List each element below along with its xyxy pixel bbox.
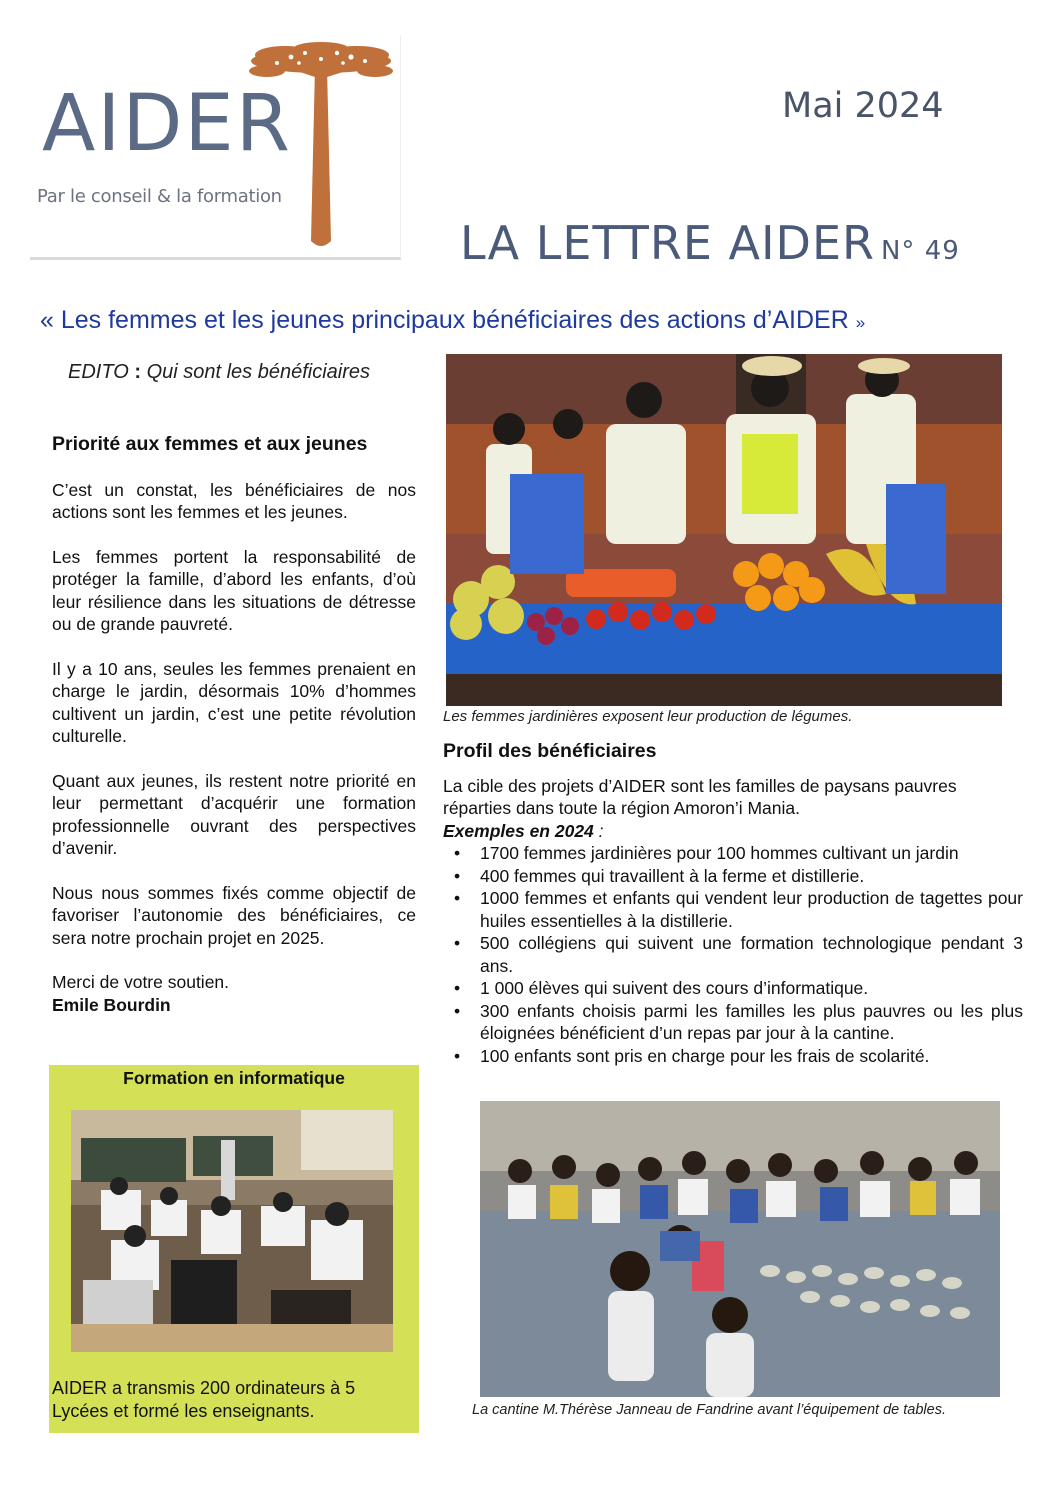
issue-number: N° 49	[880, 236, 960, 266]
headline-text: Les femmes et les jeunes principaux bénéficiaires des actions d’AIDER	[60, 306, 849, 334]
article-paragraph: Les femmes portent la responsabilité de protéger la famille, d’abord les enfants, d’où leur résilience dans les situations de détresse ou de grande pauvreté.	[52, 546, 416, 634]
profile-section	[443, 740, 1023, 1067]
article-paragraph: Nous nous sommes fixés comme objectif de favoriser l’autonomie des bénéficiaires, ce sera notre prochain projet en 2025.	[52, 882, 416, 948]
list-item: • 400 femmes qui travaillent à la ferme et distillerie.	[480, 865, 1023, 888]
info-box-computing	[49, 1065, 419, 1433]
classroom-computers-photo	[71, 1110, 393, 1352]
headline-open-quote: «	[40, 306, 54, 334]
profile-intro: La cible des projets d’AIDER sont les familles de paysans pauvres réparties dans toute la région Amoron’i Mania.	[443, 775, 957, 818]
examples-colon: :	[593, 820, 604, 841]
article-thanks: Merci de votre soutien.	[52, 972, 230, 992]
signature-name: Emile Bourdin	[52, 994, 171, 1015]
profile-heading: Profil des bénéficiaires	[443, 740, 657, 762]
list-item: • 1000 femmes et enfants qui vendent leur production de tagettes pour huiles essentielles à la distillerie.	[480, 887, 1023, 932]
edito-label: EDITO	[68, 361, 129, 383]
issue-date: Mai 2024	[782, 86, 944, 126]
market-vegetables-photo	[446, 354, 1002, 706]
canteen-children-photo	[480, 1101, 1000, 1397]
list-item: • 100 enfants sont pris en charge pour les frais de scolarité.	[480, 1045, 1023, 1068]
logo-wordmark: AIDER	[42, 79, 292, 169]
logo-block	[30, 35, 401, 260]
list-item: • 1700 femmes jardinières pour 100 hommes cultivant un jardin	[480, 842, 1023, 865]
beneficiaries-list	[443, 842, 1023, 1067]
newsletter-title-text: LA LETTRE AIDER	[460, 216, 875, 270]
info-box-text: AIDER a transmis 200 ordinateurs à 5 Lycées et formé les enseignants.	[52, 1378, 356, 1421]
list-item: • 500 collégiens qui suivent une formation technologique pendant 3 ans.	[480, 932, 1023, 977]
logo-tagline: Par le conseil & la formation	[37, 186, 282, 207]
info-box-title: Formation en informatique	[123, 1068, 345, 1088]
canteen-photo-caption: La cantine M.Thérèse Janneau de Fandrine avant l’équipement de tables.	[472, 1402, 946, 1418]
examples-line	[443, 820, 1023, 843]
article-paragraph: Quant aux jeunes, ils restent notre priorité en leur permettant d’acquérir une formation professionnelle ouvrant des perspectives d’avenir.	[52, 770, 416, 858]
market-photo-caption: Les femmes jardinières exposent leur production de légumes.	[443, 708, 853, 725]
list-item: • 300 enfants choisis parmi les familles les plus pauvres ou les plus éloignées bénéficient d’un repas par jour à la cantine.	[480, 1000, 1023, 1045]
edito-separator: :	[134, 361, 141, 383]
article-paragraph: C’est un constat, les bénéficiaires de nos actions sont les femmes et les jeunes.	[52, 479, 416, 522]
baobab-tree-icon	[245, 41, 397, 251]
list-item: • 1 000 élèves qui suivent des cours d’informatique.	[480, 977, 1023, 1000]
edito-text: Qui sont les bénéficiaires	[146, 361, 371, 383]
article-paragraph: Il y a 10 ans, seules les femmes prenaient en charge le jardin, désormais 10% d’hommes cultivent un jardin, c’est une petite révolution culturelle.	[52, 658, 416, 746]
edito-line	[68, 361, 370, 384]
newsletter-title	[460, 216, 960, 270]
headline	[40, 306, 1040, 335]
article-heading: Priorité aux femmes et aux jeunes	[52, 433, 368, 455]
examples-label: Exemples en 2024	[443, 820, 594, 841]
headline-close-quote: »	[855, 313, 866, 332]
article-signature	[52, 994, 416, 1017]
edito-article	[52, 433, 416, 1016]
